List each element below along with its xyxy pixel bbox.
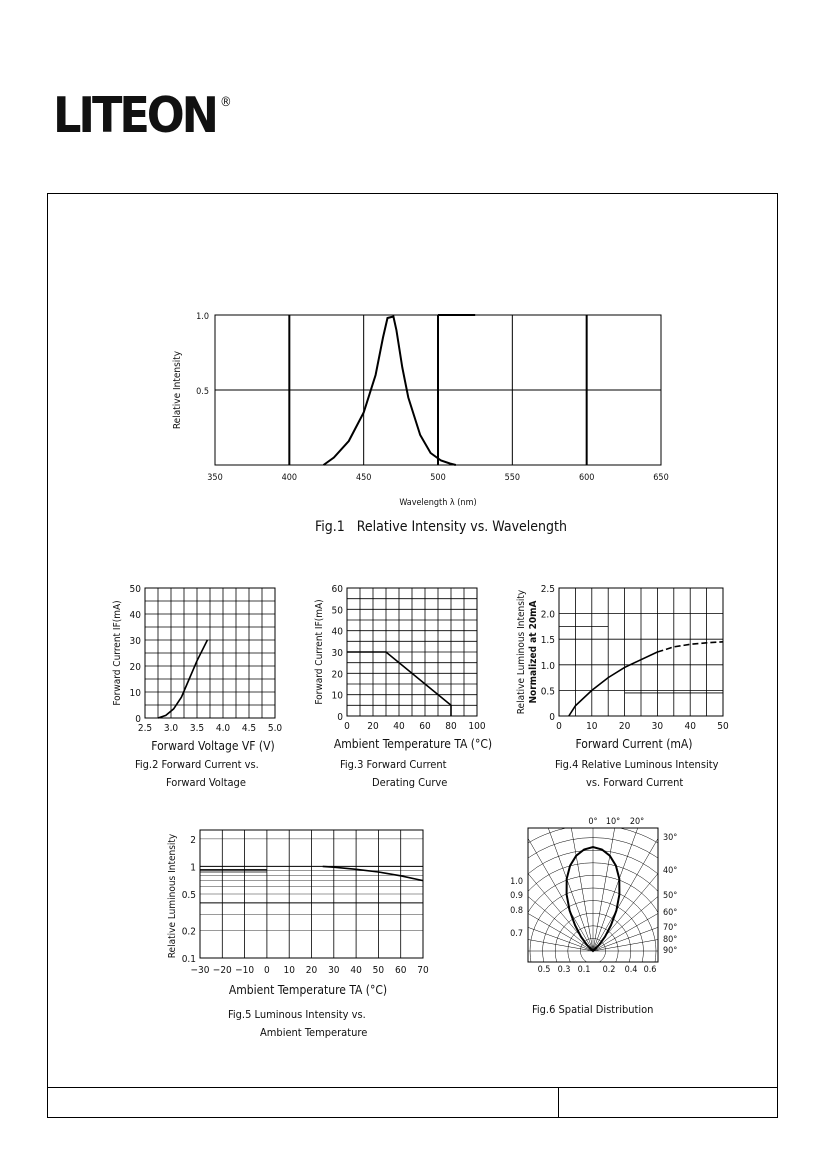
fig5-ytick: 0.1	[181, 954, 196, 965]
fig5-caption-2: Ambient Temperature	[260, 1026, 368, 1039]
fig5-xtick: 40	[350, 965, 362, 976]
fig4-xtick: 30	[651, 721, 664, 732]
fig2-ytick: 10	[129, 688, 141, 699]
fig2-xtick: 2.5	[137, 723, 153, 734]
fig1-xtick: 450	[355, 473, 372, 483]
fig2-xtick: 4.5	[241, 723, 257, 734]
fig3-xtick: 100	[468, 721, 486, 732]
fig3-ytick: 50	[331, 605, 343, 617]
fig5-chart	[160, 822, 440, 1042]
fig1-xtick: 650	[653, 473, 669, 483]
fig6-scale-label: 0.3	[557, 965, 571, 975]
fig5-xtick: 10	[283, 965, 295, 976]
fig5-xtick: 0	[264, 965, 270, 976]
fig2-xtick: 3.0	[163, 723, 179, 734]
fig6-scale-label: 0.4	[624, 965, 638, 975]
fig5-xtick: −20	[212, 965, 232, 976]
fig3-chart	[310, 580, 505, 795]
footer-cell-divider	[558, 1087, 559, 1118]
fig4-caption-2: vs. Forward Current	[586, 776, 684, 789]
fig3-ytick: 60	[331, 584, 343, 595]
liteon-logo	[53, 92, 233, 136]
fig4-xlabel: Forward Current (mA)	[575, 737, 693, 751]
fig4-curve-measured	[569, 652, 658, 716]
fig6-angle-label: 40°	[663, 866, 678, 876]
fig3-xlabel: Ambient Temperature TA (°C)	[333, 737, 493, 751]
fig6-angle-label: 0°	[588, 817, 598, 827]
fig6-angle-label: 80°	[663, 935, 678, 945]
fig6-scale-label: 0.6	[643, 965, 657, 975]
fig5-xtick: −10	[235, 965, 255, 976]
fig3-xtick: 60	[419, 721, 431, 732]
fig3-xtick: 20	[367, 721, 379, 732]
fig1-ytick: 0.5	[196, 387, 209, 397]
fig5-xtick: 30	[328, 965, 340, 976]
fig4-ytick: 0	[549, 712, 555, 723]
fig5-ytick: 0.2	[181, 926, 196, 938]
fig3-ytick: 30	[331, 648, 343, 659]
fig1-xtick: 550	[504, 473, 521, 483]
fig2-xtick: 3.5	[189, 723, 205, 734]
fig5-xtick: 50	[372, 965, 385, 976]
brand-name: LITEON	[53, 92, 216, 136]
fig2-xlabel: Forward Voltage VF (V)	[151, 739, 275, 753]
fig1-ytick: 1.0	[196, 312, 209, 322]
fig5-caption-1: Fig.5 Luminous Intensity vs.	[228, 1008, 366, 1021]
fig5-curve	[323, 866, 423, 880]
fig6-chart	[500, 812, 680, 1022]
fig3-caption-2: Derating Curve	[372, 776, 448, 789]
fig4-xtick: 10	[586, 721, 598, 732]
fig4-chart	[512, 580, 744, 795]
fig1-caption: Fig.1 Relative Intensity vs. Wavelength	[315, 519, 567, 535]
fig1-xlabel: Wavelength λ (nm)	[399, 498, 477, 508]
fig1-ylabel: Relative Intensity	[172, 350, 183, 430]
fig1-xtick: 350	[207, 473, 223, 483]
fig3-caption-1: Fig.3 Forward Current	[340, 758, 447, 771]
fig4-ytick: 2.5	[540, 584, 555, 595]
fig2-ytick: 50	[129, 584, 141, 595]
fig2-chart	[108, 580, 298, 795]
fig5-ylabel: Relative Luminous Intensity	[167, 833, 178, 959]
fig2-ytick: 40	[129, 610, 141, 621]
fig2-ytick: 30	[129, 636, 141, 647]
fig6-angle-spoke	[593, 812, 619, 951]
fig6-angle-label: 70°	[663, 923, 678, 933]
fig5-ytick: 2	[190, 834, 196, 846]
fig2-ytick: 20	[129, 662, 141, 673]
fig2-caption-2: Forward Voltage	[166, 776, 246, 789]
fig3-xtick: 40	[393, 721, 405, 732]
fig6-radius-ring	[500, 850, 680, 1022]
fig3-ytick: 40	[331, 626, 343, 638]
fig4-xtick: 40	[684, 721, 696, 732]
fig4-ytick: 1.0	[540, 660, 555, 672]
fig1-xtick: 500	[430, 473, 446, 483]
registered-mark: ®	[220, 95, 232, 110]
fig1-spectrum-curve	[324, 317, 456, 466]
fig3-ytick: 0	[337, 712, 343, 723]
fig4-xtick: 20	[618, 721, 631, 732]
fig1-xtick: 600	[578, 473, 595, 483]
fig6-scale-label: 0.9	[510, 891, 523, 901]
fig6-caption: Fig.6 Spatial Distribution	[532, 1003, 654, 1016]
fig6-scale-label: 0.5	[537, 965, 551, 975]
fig2-ylabel: Forward Current IF(mA)	[112, 600, 123, 706]
fig2-xtick: 4.0	[215, 723, 231, 734]
fig1-chart	[160, 300, 680, 540]
fig5-xtick: −30	[190, 965, 210, 976]
fig2-caption-1: Fig.2 Forward Current vs.	[135, 758, 259, 771]
fig5-xtick: 60	[394, 965, 407, 976]
fig6-scale-label: 0.8	[510, 906, 523, 916]
fig5-xtick: 70	[417, 965, 429, 976]
fig5-ytick: 1	[190, 862, 196, 874]
fig5-xlabel: Ambient Temperature TA (°C)	[228, 983, 388, 997]
fig6-radius-ring	[500, 838, 680, 1022]
fig4-caption-1: Fig.4 Relative Luminous Intensity	[555, 758, 719, 771]
fig4-ytick: 1.5	[540, 635, 555, 647]
fig4-xtick: 50	[717, 721, 729, 732]
fig6-scale-label: 1.0	[510, 877, 523, 887]
fig4-ylabel-1: Relative Luminous Intensity	[516, 589, 527, 715]
fig2-xtick: 5.0	[267, 723, 283, 734]
fig6-scale-label: 0.2	[602, 965, 616, 975]
fig4-ytick: 2.0	[540, 609, 555, 621]
fig4-ytick: 0.5	[540, 686, 555, 698]
fig3-ylabel: Forward Current IF(mA)	[314, 599, 325, 705]
fig6-angle-label: 60°	[663, 908, 678, 918]
fig6-angle-spoke	[567, 812, 593, 951]
fig2-ytick: 0	[135, 714, 141, 725]
fig6-angle-label: 10°	[605, 817, 621, 827]
fig6-angle-label: 20°	[629, 817, 645, 827]
fig4-ylabel-2: Normalized at 20mA	[528, 600, 539, 704]
fig4-xtick: 0	[556, 721, 562, 732]
fig3-xtick: 0	[344, 721, 350, 732]
fig3-xtick: 80	[445, 721, 457, 732]
fig1-xtick: 400	[281, 473, 298, 483]
fig6-scale-label: 0.7	[510, 929, 523, 939]
fig5-xtick: 20	[305, 965, 318, 976]
fig5-ytick: 0.5	[181, 890, 196, 901]
fig6-radius-ring	[505, 863, 680, 1022]
fig6-angle-label: 50°	[663, 891, 678, 901]
fig3-ytick: 20	[331, 669, 343, 681]
fig6-angle-label: 90°	[663, 946, 678, 956]
fig6-scale-label: 0.1	[577, 965, 591, 975]
fig3-ytick: 10	[331, 690, 343, 702]
fig6-angle-label: 30°	[663, 833, 678, 843]
footer-divider	[47, 1087, 778, 1088]
